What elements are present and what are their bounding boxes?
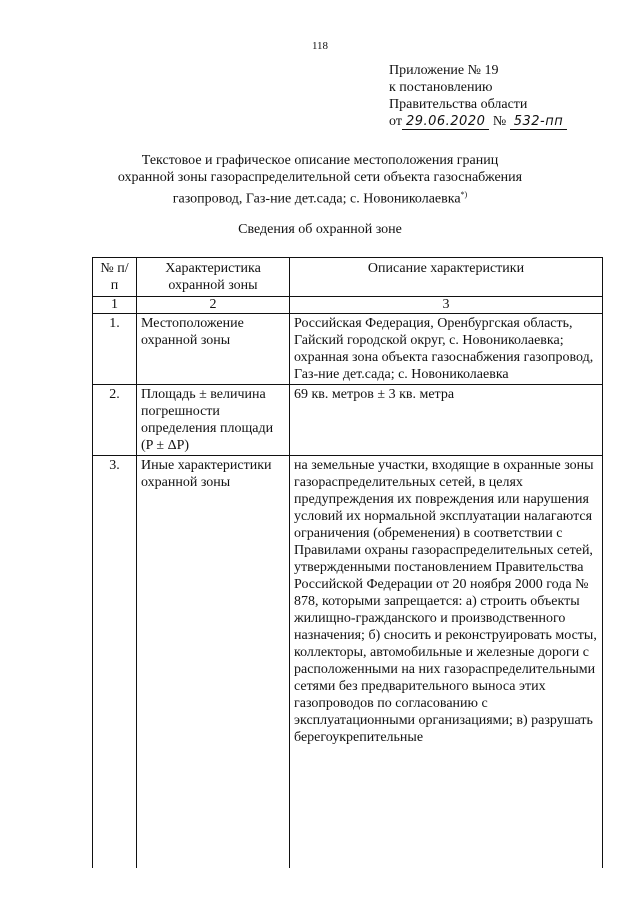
table-row bbox=[93, 456, 603, 869]
handwritten-date: 29.06.2020 bbox=[402, 114, 489, 130]
document-title bbox=[80, 152, 560, 208]
appendix-date-line bbox=[389, 113, 629, 130]
header-cell-number: № п/п bbox=[93, 258, 137, 297]
row-description: на земельные участки, входящие в охранные зоны газораспределительных сетей, в целях предупреждения их повреждения или нарушения условий их нормальной эксплуатации налагаются ограничения (обременения) в соответствии с Правилами охраны газораспределительных сетей, утвержденными постановлением Правительства Российской Федерации от 20 ноября 2000 года № 878, которыми запрещается: а) строить объекты жилищно-гражданского и производственного назначения; б) сносить и реконструировать мосты, коллекторы, автомобильные и железные дороги с расположенными на них газораспределительными сетями без предварительного выноса этих газопроводов по согласованию с эксплуатационными организациями; в) разрушать берегоукрепительные bbox=[290, 456, 603, 869]
title-line-3 bbox=[80, 186, 560, 208]
row-description: Российская Федерация, Оренбургская область, Гайский городской округ, с. Новониколаевка; охранная зона объекта газоснабжения газопровод, Газ-ние дет.сада; с. Новониколаевка bbox=[290, 314, 603, 385]
handwritten-number: 532-пп bbox=[510, 114, 568, 130]
section-subtitle: Сведения об охранной зоне bbox=[238, 222, 402, 237]
header-cell-description: Описание характеристики bbox=[290, 258, 603, 297]
index-cell-3: 3 bbox=[290, 297, 603, 314]
zone-info-table bbox=[92, 257, 603, 868]
row-number: 2. bbox=[93, 385, 137, 456]
index-cell-1: 1 bbox=[93, 297, 137, 314]
table-row bbox=[93, 385, 603, 456]
title-line-3-text: газопровод, Газ-ние дет.сада; с. Новониколаевка bbox=[172, 191, 461, 207]
row-characteristic: Местоположение охранной зоны bbox=[137, 314, 290, 385]
title-line-1: Текстовое и графическое описание местоположения границ bbox=[141, 153, 499, 168]
row-number: 1. bbox=[93, 314, 137, 385]
appendix-line-1: Приложение № 19 bbox=[389, 63, 499, 78]
table-index-row bbox=[93, 297, 603, 314]
row-characteristic: Иные характеристики охранной зоны bbox=[137, 456, 290, 869]
row-number: 3. bbox=[93, 456, 137, 869]
appendix-line-3: Правительства области bbox=[389, 97, 528, 112]
table-row bbox=[93, 314, 603, 385]
appendix-line-2: к постановлению bbox=[389, 80, 493, 95]
row-characteristic: Площадь ± величина погрешности определения площади (P ± ΔP) bbox=[137, 385, 290, 456]
footnote-mark: *) bbox=[460, 190, 468, 199]
index-cell-2: 2 bbox=[137, 297, 290, 314]
appendix-block bbox=[389, 62, 629, 130]
header-cell-characteristic: Характеристика охранной зоны bbox=[137, 258, 290, 297]
row-description: 69 кв. метров ± 3 кв. метра bbox=[290, 385, 603, 456]
title-line-2: охранной зоны газораспределительной сети объекта газоснабжения bbox=[117, 170, 523, 185]
page-number: 118 bbox=[311, 40, 329, 52]
date-prefix: от bbox=[389, 114, 402, 129]
table-header-row bbox=[93, 258, 603, 297]
number-prefix: № bbox=[492, 114, 507, 129]
